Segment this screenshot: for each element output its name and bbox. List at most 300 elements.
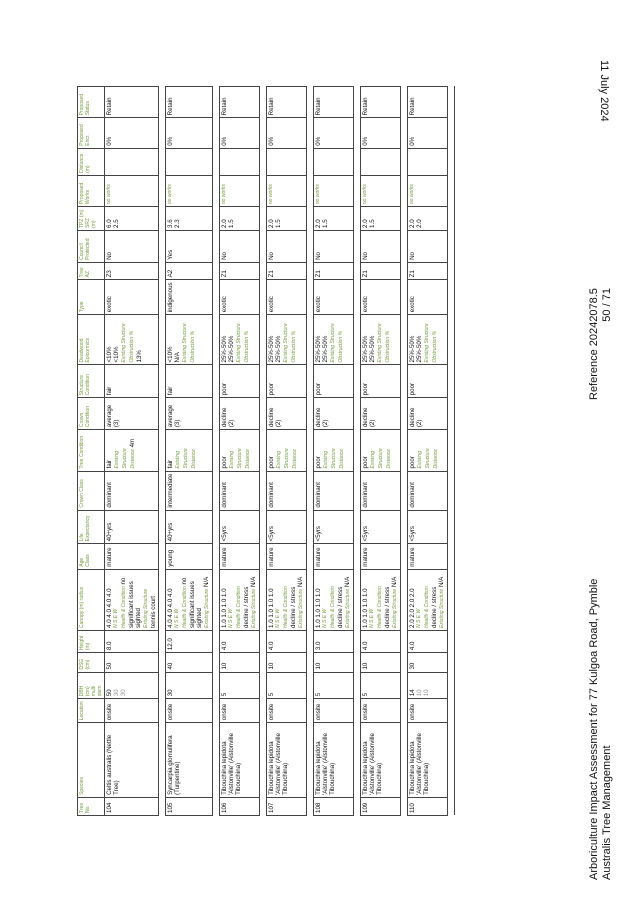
tree-condition-cell: [220, 430, 260, 471]
column-header: Height (m): [78, 630, 105, 652]
column-header: Proposed Encr.: [78, 118, 105, 148]
proposed-encroachment: 0%: [267, 118, 307, 148]
tree-condition-cell: [105, 430, 159, 471]
tree-az: Z1: [361, 262, 401, 279]
canopy-subhead: N S E W: [174, 608, 180, 628]
canopy-value: 1.0 1.0 1.0 1.0: [221, 588, 228, 628]
height: 4.0: [267, 630, 307, 652]
crown-condition: decline (2): [361, 398, 401, 430]
structure-obstruction: [376, 317, 392, 362]
tpz-srz-cell: [220, 207, 260, 231]
existing-structure: [391, 572, 399, 628]
structure-value: N/A: [391, 576, 398, 588]
deadwood-cell: [220, 315, 260, 365]
distance-label: Existing Structure Distance: [276, 448, 298, 469]
srz: 2.3: [174, 219, 181, 228]
health-value: decline / stress: [290, 586, 297, 628]
dbh-value: 30: [167, 689, 174, 697]
proposed-encroachment: 0%: [220, 118, 260, 148]
tree-az: Z1: [220, 262, 260, 279]
tree-number: 106: [220, 797, 260, 815]
structure-value: N/A: [297, 576, 304, 588]
structure-distance: [228, 432, 252, 468]
dbh-cell: [361, 672, 401, 699]
proposed-encroachment: 0%: [105, 118, 159, 148]
footer-page-line: 50 / 71: [601, 288, 613, 322]
tree-assessment-table: [77, 86, 455, 816]
species: Syncarpia glomulifera (Turpentine): [166, 723, 213, 798]
health-label: Health & Condition: [236, 586, 242, 628]
obstruction-label: Existing Structure Obstruction %: [424, 323, 438, 363]
proposed-status: Retain: [105, 87, 159, 118]
council-protected: Yes: [166, 230, 213, 262]
health-condition: [423, 572, 438, 628]
species: Celtis australis (Nettle Tree): [105, 723, 159, 798]
existing-structure: [250, 572, 258, 628]
tpz-srz-cell: [314, 207, 354, 231]
structure-value: N/A: [438, 576, 445, 588]
life-expectancy: <5yrs: [408, 510, 448, 544]
tree-az: Z1: [408, 262, 448, 279]
structure-condition: poor: [361, 365, 401, 398]
structure-label: Existing Structure: [143, 588, 149, 628]
footer-title: [588, 579, 614, 880]
srz: 1.5: [275, 219, 282, 228]
deadwood: <10%: [106, 346, 113, 363]
row-spacer-cell: [401, 87, 408, 816]
crown-class: dominant: [408, 471, 448, 510]
obstruction-label: Existing Structure Obstruction %: [121, 323, 135, 363]
structure-condition: fair: [166, 365, 213, 398]
crown-condition: decline (2): [220, 398, 260, 430]
tree-condition: poor: [221, 456, 228, 469]
tree-number: 104: [105, 797, 159, 815]
tree-condition: poor: [362, 456, 369, 469]
dbh-cell: [166, 672, 213, 699]
dsg: 10: [314, 653, 354, 672]
species: Tibouchina lepidota 'Alstonville' (Alstonville Tibouchina): [220, 723, 260, 798]
health-label: Health & Condition: [424, 586, 430, 628]
row-spacer-cell: [307, 87, 314, 816]
height: 4.0: [361, 630, 401, 652]
location: onsite: [220, 699, 260, 723]
column-header: Tree AZ: [78, 262, 105, 279]
dbh-value: 5: [362, 692, 369, 697]
distance: [267, 148, 307, 175]
canopy-cell: [267, 569, 307, 630]
crown-class: dominant: [220, 471, 260, 510]
column-header: Deadwood Epicormics: [78, 315, 105, 365]
crown-condition: decline (2): [267, 398, 307, 430]
crown-class: dominant: [105, 471, 159, 510]
health-condition: [235, 572, 250, 628]
structure-obstruction: [282, 317, 298, 362]
distance-label: Existing Structure Distance: [417, 448, 439, 469]
tree-condition: fair: [106, 459, 113, 469]
footer-title-line: Arboriculture Impact Assessment for 77 Kulgoa Road, Pymble: [588, 578, 600, 880]
column-header: Proposed Works: [78, 175, 105, 206]
distance-label: Existing Structure Distance: [323, 448, 345, 469]
health-label: Health & Condition: [121, 586, 127, 628]
table-header-row: [78, 87, 105, 816]
proposed-works: no works: [314, 175, 354, 206]
distance: [361, 148, 401, 175]
column-header: TPZ (m) SRZ (m): [78, 207, 105, 231]
tpz: 2.0: [268, 219, 275, 228]
dsg: 10: [361, 653, 401, 672]
distance-label: Existing Structure Distance: [114, 448, 136, 469]
row-spacer-cell: [354, 87, 361, 816]
canopy-value: 2.0 2.0 2.0 2.0: [409, 588, 416, 628]
structure-distance: [113, 432, 137, 468]
column-header: Canopy (m) radius: [78, 569, 105, 630]
srz: 1.5: [369, 219, 376, 228]
health-label: Health & Condition: [182, 586, 188, 628]
deadwood-cell: [105, 315, 159, 365]
tpz: 2.0: [409, 219, 416, 228]
dbh-cell: [408, 672, 448, 699]
canopy-cell: [361, 569, 401, 630]
tpz-srz-cell: [105, 207, 159, 231]
species: Tibouchina lepidota 'Alstonville' (Alstonville Tibouchina): [267, 723, 307, 798]
column-header: Council Protected: [78, 230, 105, 262]
deadwood: <10%: [167, 346, 174, 363]
existing-structure: [438, 572, 446, 628]
proposed-works: no works: [166, 175, 213, 206]
crown-condition: decline (2): [314, 398, 354, 430]
structure-obstruction: [235, 317, 251, 362]
epicormics: 25%-50%: [322, 335, 329, 363]
canopy-subhead: N S E W: [369, 608, 375, 628]
structure-obstruction: [329, 317, 345, 362]
crown-condition: decline (2): [408, 398, 448, 430]
proposed-works: no works: [220, 175, 260, 206]
age-class: mature: [408, 544, 448, 569]
life-expectancy: <5yrs: [267, 510, 307, 544]
crown-class: dominant: [267, 471, 307, 510]
tpz: 2.0: [315, 219, 322, 228]
dbh-cell: [105, 672, 159, 699]
column-header: Structure Condition: [78, 365, 105, 398]
deadwood: 25%-50%: [268, 335, 275, 363]
age-class: mature: [314, 544, 354, 569]
structure-label: Existing Structure: [298, 588, 304, 628]
distance-label: Existing Structure Distance: [229, 448, 251, 469]
life-expectancy: <5yrs: [220, 510, 260, 544]
tree-number: 110: [408, 797, 448, 815]
existing-structure: [203, 572, 211, 628]
tpz-srz-cell: [408, 207, 448, 231]
type: exotic: [361, 280, 401, 315]
column-header: Species: [78, 723, 105, 798]
epicormics: 25%-50%: [275, 335, 282, 363]
row-spacer: [260, 87, 267, 816]
tree-assessment-table-page: [77, 86, 445, 816]
type: exotic: [267, 280, 307, 315]
type: exotic: [105, 280, 159, 315]
health-value: decline / stress: [337, 586, 344, 628]
epicormics: 25%-50%: [416, 335, 423, 363]
type: indigenous: [166, 280, 213, 315]
row-spacer: [401, 87, 408, 816]
distance: [166, 148, 213, 175]
obstruction-label: Existing Structure Obstruction %: [330, 323, 344, 363]
deadwood-cell: [408, 315, 448, 365]
canopy-value: 1.0 1.0 1.0 1.0: [362, 588, 369, 628]
health-condition: [376, 572, 391, 628]
crown-condition: average (3): [105, 398, 159, 430]
canopy-cell: [220, 569, 260, 630]
canopy-subhead: N S E W: [113, 608, 119, 628]
canopy-value: 4.0 4.0 4.0 4.0: [167, 588, 174, 628]
distance: [105, 148, 159, 175]
column-header: DSG (cm): [78, 653, 105, 672]
structure-label: Existing Structure: [392, 588, 398, 628]
dbh-value: 5: [315, 692, 322, 697]
proposed-status: Retain: [361, 87, 401, 118]
epicormics: 25%-50%: [369, 335, 376, 363]
tpz: 3.6: [167, 219, 174, 228]
obstruction-label: Existing Structure Obstruction %: [182, 323, 196, 363]
proposed-encroachment: 0%: [166, 118, 213, 148]
crown-class: intermediate: [166, 471, 213, 510]
tree-number: 109: [361, 797, 401, 815]
council-protected: No: [408, 230, 448, 262]
column-header: Distance (m): [78, 148, 105, 175]
tree-az: A2: [166, 262, 213, 279]
health-condition: [181, 572, 203, 628]
row-spacer: [307, 87, 314, 816]
structure-distance: [416, 432, 440, 468]
tpz-srz-cell: [166, 207, 213, 231]
canopy-subhead: N S E W: [275, 608, 281, 628]
column-header: Crown Condition: [78, 398, 105, 430]
date-text: 11 July 2024: [598, 60, 610, 122]
table-row: [314, 87, 354, 816]
age-class: mature: [220, 544, 260, 569]
distance: [220, 148, 260, 175]
tree-condition-cell: [166, 430, 213, 471]
location: onsite: [267, 699, 307, 723]
row-spacer: [448, 87, 455, 816]
proposed-encroachment: 0%: [361, 118, 401, 148]
report-date: [596, 60, 610, 120]
type: exotic: [220, 280, 260, 315]
tpz: 2.0: [362, 219, 369, 228]
crown-condition: average (3): [166, 398, 213, 430]
tpz-srz-cell: [361, 207, 401, 231]
dbh-value-2: 10: [416, 689, 423, 697]
dbh-cell: [267, 672, 307, 699]
tree-condition: poor: [268, 456, 275, 469]
health-value: decline / stress: [384, 586, 391, 628]
proposed-encroachment: 0%: [314, 118, 354, 148]
dbh-value-3: 30: [120, 689, 127, 697]
species: Tibouchina lepidota 'Alstonville' (Alstonville Tibouchina): [361, 723, 401, 798]
obstruction-label: Existing Structure Obstruction %: [283, 323, 297, 363]
location: onsite: [361, 699, 401, 723]
age-class: mature: [361, 544, 401, 569]
table-row: [361, 87, 401, 816]
council-protected: No: [105, 230, 159, 262]
proposed-status: Retain: [267, 87, 307, 118]
canopy-subhead: N S E W: [322, 608, 328, 628]
location: onsite: [105, 699, 159, 723]
health-label: Health & Condition: [377, 586, 383, 628]
council-protected: No: [267, 230, 307, 262]
column-header: Life Expectancy: [78, 510, 105, 544]
table-row: [408, 87, 448, 816]
tree-number: 108: [314, 797, 354, 815]
structure-label: Existing Structure: [439, 588, 445, 628]
structure-obstruction: [120, 317, 143, 362]
species: Tibouchina lepidota 'Alstonville' (Alstonville Tibouchina): [408, 723, 448, 798]
tpz: 6.0: [106, 219, 113, 228]
proposed-status: Retain: [220, 87, 260, 118]
structure-value: tennis court: [150, 595, 157, 628]
health-condition: [329, 572, 344, 628]
deadwood-cell: [267, 315, 307, 365]
structure-label: Existing Structure: [345, 588, 351, 628]
health-label: Health & Condition: [330, 586, 336, 628]
dbh-value: 14: [409, 689, 416, 697]
type: exotic: [314, 280, 354, 315]
srz: 1.5: [322, 219, 329, 228]
epicormics: N/A: [174, 352, 181, 363]
proposed-status: Retain: [408, 87, 448, 118]
tree-az: Z1: [267, 262, 307, 279]
existing-structure: [297, 572, 305, 628]
health-condition: [282, 572, 297, 628]
height: 4.0: [220, 630, 260, 652]
health-value: no significant issues sighted: [120, 577, 142, 628]
age-class: mature: [105, 544, 159, 569]
table-row: [220, 87, 260, 816]
canopy-value: 1.0 1.0 1.0 1.0: [315, 588, 322, 628]
dbh-cell: [220, 672, 260, 699]
health-label: Health & Condition: [283, 586, 289, 628]
distance: [314, 148, 354, 175]
obstruction-value: 13%: [136, 350, 143, 363]
row-spacer-cell: [159, 87, 166, 816]
table-row: [105, 87, 159, 816]
srz: 2.0: [416, 219, 423, 228]
existing-structure: [142, 572, 157, 628]
structure-condition: poor: [220, 365, 260, 398]
dsg: 10: [267, 653, 307, 672]
tree-condition: poor: [409, 456, 416, 469]
tree-condition: fair: [167, 459, 174, 469]
column-header: Tree No.: [78, 797, 105, 815]
row-spacer-cell: [213, 87, 220, 816]
footer-company-line: Australis Tree Management: [601, 745, 613, 880]
column-header: Age Class: [78, 544, 105, 569]
epicormics: 25%-50%: [228, 335, 235, 363]
tree-number: 107: [267, 797, 307, 815]
deadwood-cell: [361, 315, 401, 365]
structure-obstruction: [423, 317, 439, 362]
proposed-works: no works: [105, 175, 159, 206]
srz: 1.5: [228, 219, 235, 228]
tree-condition-cell: [267, 430, 307, 471]
structure-value: N/A: [344, 576, 351, 588]
life-expectancy: 40+yrs: [166, 510, 213, 544]
row-spacer-cell: [448, 87, 455, 816]
tpz: 2.0: [221, 219, 228, 228]
deadwood-cell: [314, 315, 354, 365]
dbh-value: 5: [268, 692, 275, 697]
location: onsite: [166, 699, 213, 723]
tree-az: Z1: [314, 262, 354, 279]
type: exotic: [408, 280, 448, 315]
canopy-value: 4.0 4.0 4.0 4.0: [106, 588, 113, 628]
proposed-encroachment: 0%: [408, 118, 448, 148]
footer-reference-line: Reference 20242078.5: [588, 288, 600, 400]
canopy-subhead: N S E W: [416, 608, 422, 628]
tree-az: Z3: [105, 262, 159, 279]
distance-label: Existing Structure Distance: [370, 448, 392, 469]
life-expectancy: <5yrs: [314, 510, 354, 544]
canopy-cell: [314, 569, 354, 630]
column-header: DBH (cm) multi stem: [78, 672, 105, 699]
proposed-works: no works: [361, 175, 401, 206]
location: onsite: [408, 699, 448, 723]
dbh-value: 5: [221, 692, 228, 697]
existing-structure: [344, 572, 352, 628]
dbh-value: 50: [106, 689, 113, 697]
health-value: decline / stress: [243, 586, 250, 628]
dbh-value-2: 30: [113, 689, 120, 697]
dsg: 10: [220, 653, 260, 672]
species: Tibouchina lepidota 'Alstonville' (Alstonville Tibouchina): [314, 723, 354, 798]
footer-reference: [588, 288, 614, 400]
council-protected: No: [314, 230, 354, 262]
health-condition: [120, 572, 142, 628]
tree-number: 105: [166, 797, 213, 815]
tree-condition-cell: [408, 430, 448, 471]
deadwood-cell: [166, 315, 213, 365]
age-class: young: [166, 544, 213, 569]
canopy-cell: [105, 569, 159, 630]
health-value: decline / stress: [431, 586, 438, 628]
tree-condition-cell: [361, 430, 401, 471]
proposed-works: no works: [408, 175, 448, 206]
obstruction-label: Existing Structure Obstruction %: [236, 323, 250, 363]
table-body: [105, 87, 455, 816]
structure-distance: [322, 432, 346, 468]
life-expectancy: 40+yrs: [105, 510, 159, 544]
proposed-status: Retain: [166, 87, 213, 118]
health-value: no significant issues sighted: [181, 577, 203, 628]
height: 12.0: [166, 630, 213, 652]
column-header: Tree Condition: [78, 430, 105, 471]
location: onsite: [314, 699, 354, 723]
structure-value: N/A: [203, 576, 210, 588]
column-header: Type: [78, 280, 105, 315]
canopy-cell: [408, 569, 448, 630]
structure-label: Existing Structure: [251, 588, 257, 628]
deadwood: 25%-50%: [409, 335, 416, 363]
crown-class: dominant: [314, 471, 354, 510]
structure-condition: fair: [105, 365, 159, 398]
distance-label: Existing Structure Distance: [175, 448, 197, 469]
canopy-value: 1.0 1.0 1.0 1.0: [268, 588, 275, 628]
column-header: Crown Class: [78, 471, 105, 510]
tpz-srz-cell: [267, 207, 307, 231]
dsg: 40: [166, 653, 213, 672]
structure-condition: poor: [314, 365, 354, 398]
height: 8.0: [105, 630, 159, 652]
